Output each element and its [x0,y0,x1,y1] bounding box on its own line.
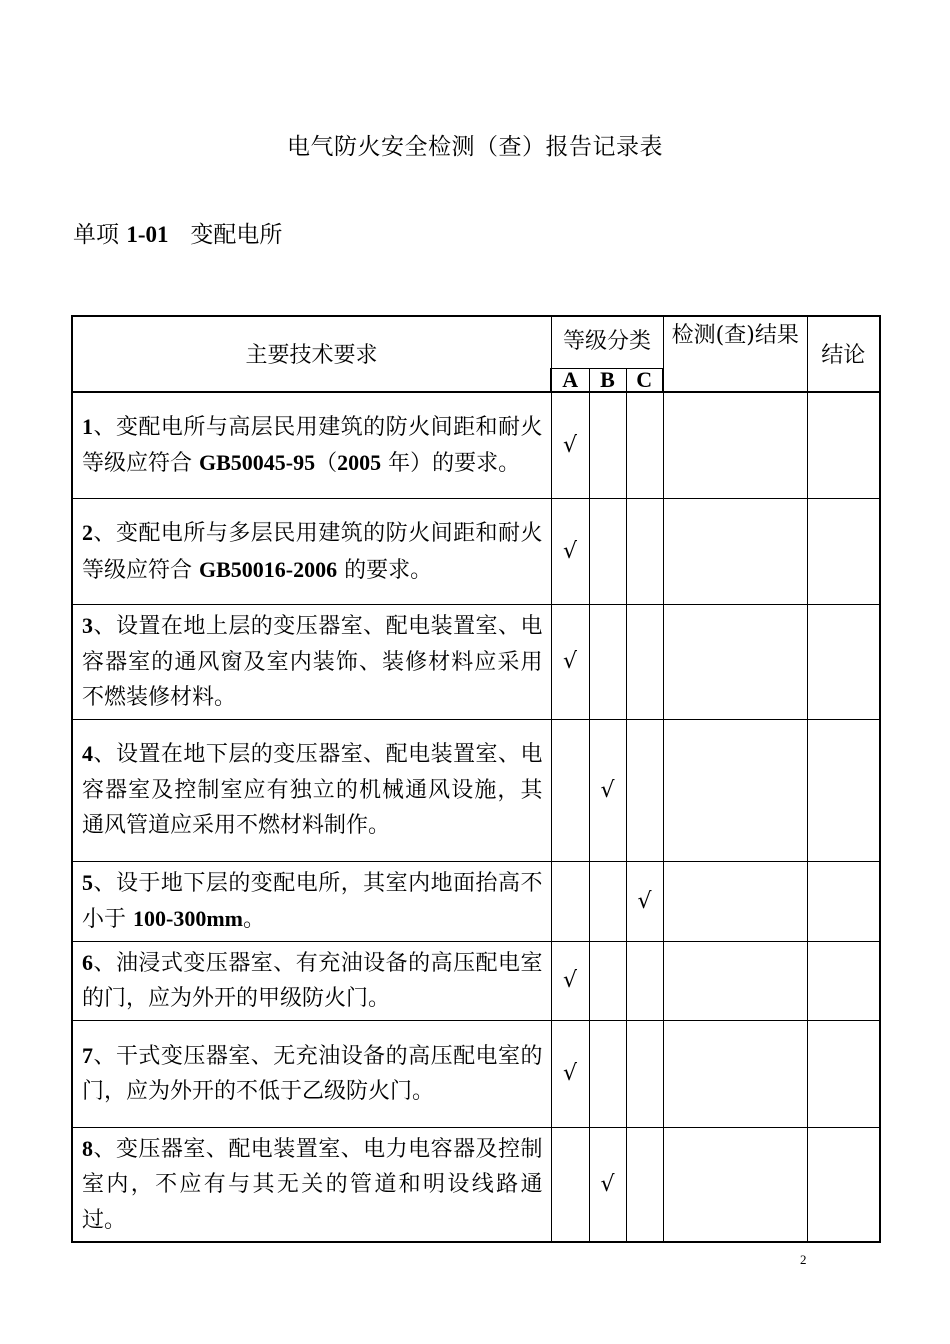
requirement-cell [72,499,551,605]
grade-b-cell [589,861,626,941]
requirement-text: 、设置在地上层的变压器室、配电装置室、电容器室的通风窗及室内装饰、装修材料应采用不燃装修材料。 [82,614,543,710]
requirement-number: 7 [82,1042,93,1068]
grade-a-cell [551,1127,589,1242]
grade-a-cell [551,941,589,1020]
requirement-number: 2 [82,520,93,545]
item-code: 1-01 [126,222,169,247]
grade-c-cell [626,1020,663,1127]
result-cell[interactable] [663,392,807,499]
header-grade: 等级分类 [551,316,663,368]
requirement-cell [72,719,551,861]
check-mark: √ [600,777,615,803]
result-cell[interactable] [663,1127,807,1242]
conclusion-cell[interactable] [807,1127,880,1242]
grade-c-cell [626,719,663,861]
header-result: 检测(查)结果 [663,316,807,392]
table-row [72,499,880,605]
table-row [72,719,880,861]
inspection-table [71,315,881,1243]
requirement-number: 8 [82,1135,93,1161]
check-mark: √ [562,432,578,458]
requirement-number: 3 [82,613,93,638]
requirement-cell [72,1127,551,1242]
requirement-text: 、设于地下层的变配电所，其室内地面抬高不小于 100-300mm。 [82,870,543,932]
grade-c-cell [626,499,663,605]
requirement-number: 1 [82,413,93,439]
item-heading [73,216,282,249]
grade-a-cell [551,719,589,861]
check-mark: √ [562,968,578,993]
table-row [72,1127,880,1242]
grade-b-cell [589,1020,626,1127]
result-cell[interactable] [663,1020,807,1127]
grade-a-cell [551,1020,589,1127]
header-grade-a: A [551,368,589,392]
check-mark: √ [600,1171,615,1197]
grade-a-cell [551,861,589,941]
requirement-cell [72,392,551,499]
table-row [72,861,880,941]
conclusion-cell[interactable] [807,1020,880,1127]
requirement-text: 、油浸式变压器室、有充油设备的高压配电室的门，应为外开的甲级防火门。 [82,950,543,1011]
requirement-cell [72,861,551,941]
table-body [72,392,880,1243]
table-row [72,605,880,720]
grade-c-cell [626,861,663,941]
result-cell[interactable] [663,941,807,1020]
grade-a-cell [551,605,589,720]
requirement-cell [72,1020,551,1127]
check-mark: √ [562,539,578,564]
grade-b-cell [589,392,626,499]
item-name: 变配电所 [190,222,283,248]
table-row [72,941,880,1020]
requirement-number: 4 [82,741,93,767]
requirement-text: 、变配电所与高层民用建筑的防火间距和耐火等级应符合 GB50045-95（2005 年）的要求。 [82,414,543,477]
conclusion-cell[interactable] [807,861,880,941]
requirement-text: 、干式变压器室、无充油设备的高压配电室的门，应为外开的不低于乙级防火门。 [82,1043,543,1104]
check-mark: √ [562,649,578,675]
grade-b-cell [589,1127,626,1242]
grade-c-cell [626,941,663,1020]
check-mark: √ [562,1061,578,1086]
result-cell[interactable] [663,861,807,941]
result-cell[interactable] [663,605,807,720]
page-number: 2 [800,1252,807,1267]
header-conclusion: 结论 [807,316,880,392]
header-grade-b: B [589,368,626,392]
grade-b-cell [589,941,626,1020]
header-requirement: 主要技术要求 [72,316,551,392]
grade-b-cell [589,605,626,720]
header-grade-c: C [626,368,663,392]
table-row [72,392,880,499]
requirement-number: 5 [82,869,93,895]
result-cell[interactable] [663,719,807,861]
header-row [72,316,880,368]
grade-b-cell [589,499,626,605]
conclusion-cell[interactable] [807,392,880,499]
requirement-text: 、变压器室、配电装置室、电力电容器及控制室内，不应有与其无关的管道和明设线路通过。 [82,1136,543,1233]
conclusion-cell[interactable] [807,719,880,861]
check-mark: √ [637,888,652,914]
requirement-cell [72,605,551,720]
requirement-text: 、变配电所与多层民用建筑的防火间距和耐火等级应符合 GB50016-2006 的要求。 [82,521,543,583]
grade-a-cell [551,392,589,499]
requirement-cell [72,941,551,1020]
requirement-number: 6 [82,949,93,975]
page-title: 电气防火安全检测（查）报告记录表 [287,134,663,160]
conclusion-cell[interactable] [807,605,880,720]
table-row [72,1020,880,1127]
conclusion-cell[interactable] [807,941,880,1020]
item-prefix: 单项 [73,222,127,248]
grade-c-cell [626,392,663,499]
conclusion-cell[interactable] [807,499,880,605]
grade-c-cell [626,1127,663,1242]
requirement-text: 、设置在地下层的变压器室、配电装置室、电容器室及控制室应有独立的机械通风设施，其通风管道应采用不燃材料制作。 [82,742,543,839]
grade-c-cell [626,605,663,720]
grade-b-cell [589,719,626,861]
grade-a-cell [551,499,589,605]
result-cell[interactable] [663,499,807,605]
